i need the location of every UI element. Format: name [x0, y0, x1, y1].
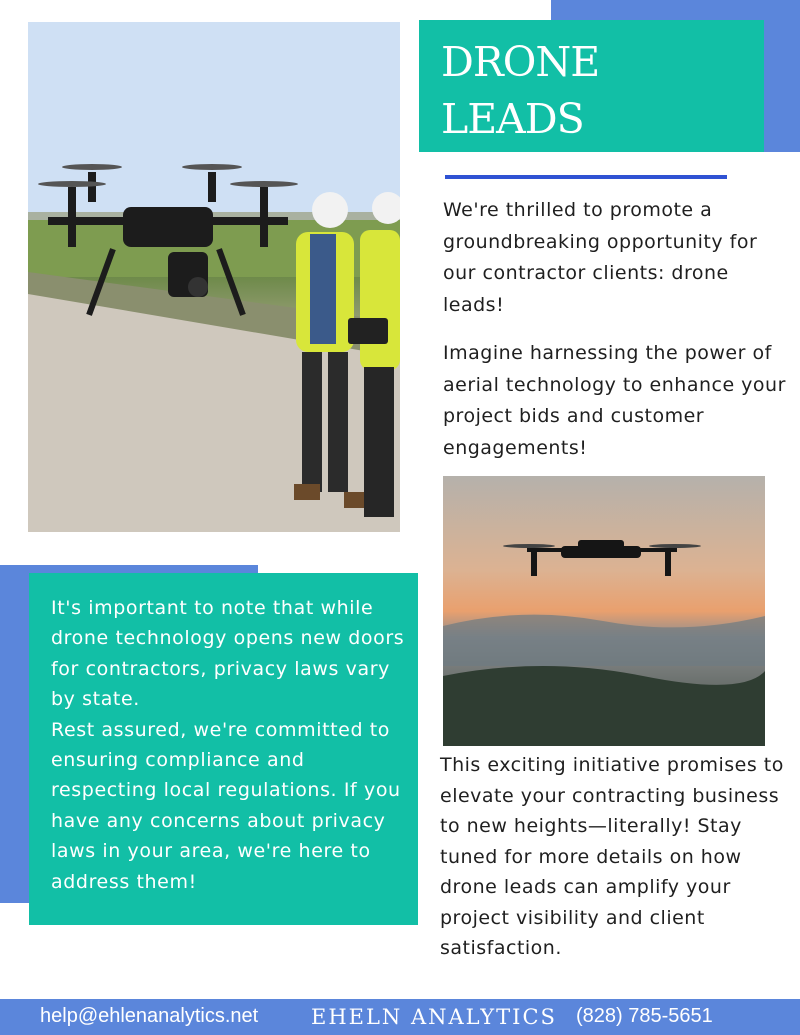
title-box [419, 20, 764, 152]
accent-divider [445, 175, 727, 179]
photo-drone-sunset-art [443, 476, 765, 746]
photo-drone-with-workers-art [28, 22, 400, 532]
page-title [441, 34, 599, 148]
privacy-notice-paragraph-1: It's important to note that while drone technology opens new doors for contractors, privacy laws vary by state. [51, 597, 405, 711]
privacy-notice-box [29, 573, 418, 925]
footer-phone-number[interactable]: (828) 785-5651 [576, 1005, 713, 1027]
privacy-notice-text [51, 593, 411, 897]
footer-bar [0, 999, 800, 1035]
privacy-notice-paragraph-2: Rest assured, we're committed to ensuring compliance and respecting local regulations. If you have any concerns about privacy laws in your area, we're here to address them! [51, 718, 401, 893]
page-title-line-2: LEADS [441, 95, 584, 143]
closing-paragraph: This exciting initiative promises to elevate your contracting business to new heights—literally! Stay tuned for more details on how drone leads can amplify your project visibility and client satisfaction. [440, 754, 784, 959]
intro-paragraph-1: We're thrilled to promote a groundbreaking opportunity for our contractor clients: drone leads! [443, 199, 758, 316]
footer-brand-name: EHELN ANALYTICS [311, 1005, 557, 1029]
photo-drone-sunset [443, 476, 765, 746]
intro-paragraph-2: Imagine harnessing the power of aerial technology to enhance your project bids and customer engagements! [443, 342, 786, 459]
photo-drone-with-workers [28, 22, 400, 532]
footer-email-link[interactable]: help@ehlenanalytics.net [40, 1005, 259, 1027]
page-title-line-1: DRONE [441, 38, 600, 86]
